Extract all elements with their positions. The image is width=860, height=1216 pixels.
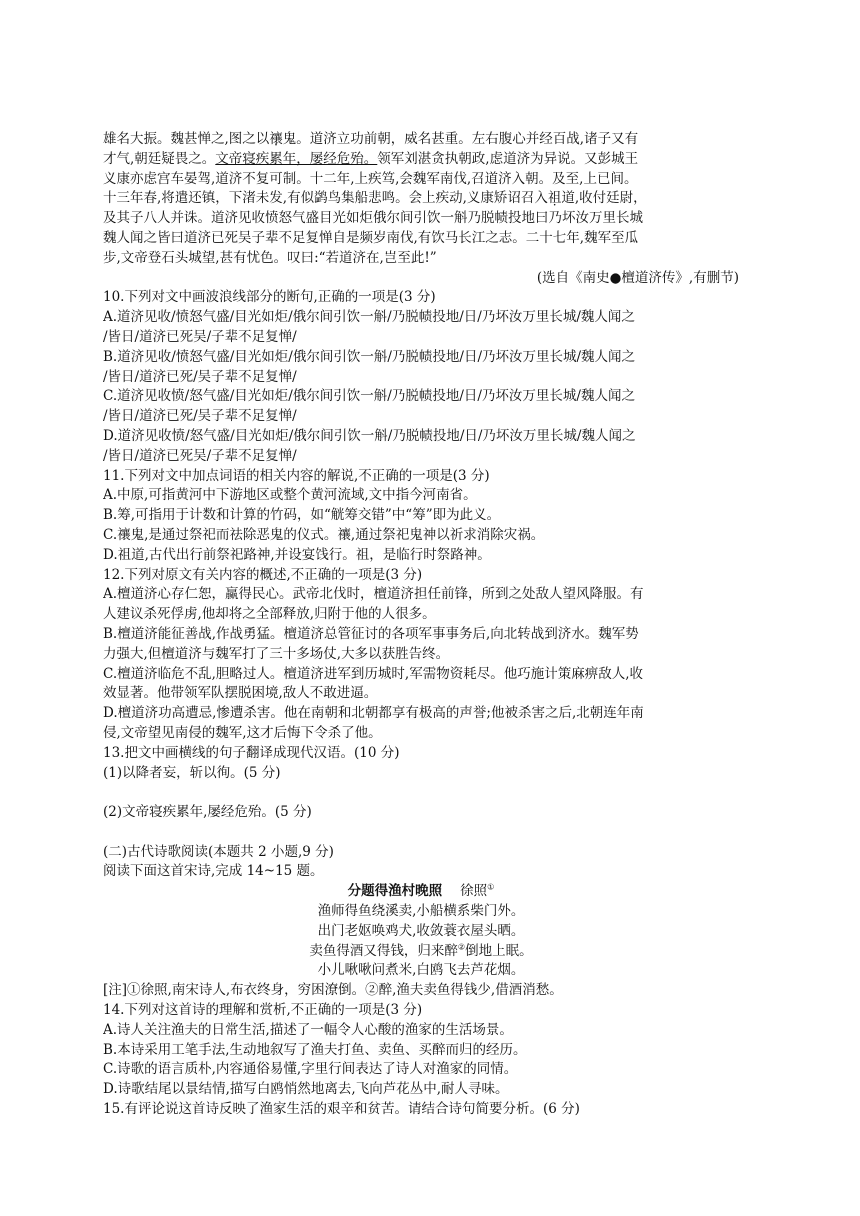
option-a: A.诗人关注渔夫的日常生活,描述了一幅令人心酸的渔家的生活场景。 [103,1021,513,1038]
option-b-cont: 力强大,但檀道济与魏军打了三十多场仗,大多以获胜告终。 [103,645,450,662]
option-b: B.筹,可指用于计数和计算的竹码，如“觥筹交错”中“筹”即为此义。 [103,507,501,524]
option-c-cont: 效显著。他带领军队摆脱困境,敌人不敢进逼。 [103,685,378,702]
option-c: C.檀道济临危不乱,胆略过人。檀道济进军到历城时,军需物资耗尽。他巧施计策麻痹敌人,收 [103,665,644,682]
option-d: D.祖道,古代出行前祭祀路神,并设宴饯行。祖，是临行时祭路神。 [103,546,491,563]
sentence-1: (1)以降者妄，斩以徇。(5 分) [103,764,281,781]
underlined-sentence: 文帝寝疾累年，屡经危殆。 [215,150,378,167]
option-a: A.檀道济心存仁恕，赢得民心。武帝北伐时，檀道济担任前锋，所到之处敌人望风降服。有 [103,586,644,603]
option-d-cont: 侵,文帝望见南侵的魏军,这才后悔下令杀了他。 [103,724,382,741]
option-d: D.檀道济功高遭忌,惨遭杀害。他在南朝和北朝都享有极高的声誉;他被杀害之后,北朝连年南 [103,705,644,722]
passage-line: 魏人闻之皆曰道济已死吴子辈不足复惮自是频岁南伐,有饮马长江之志。二十七年,魏军至瓜 [103,229,639,246]
question-stem: 11.下列对文中加点词语的相关内容的解说,不正确的一项是(3 分) [103,467,490,484]
question-11 [103,467,739,566]
classical-passage [103,130,739,1120]
passage-line: 才气,朝廷疑畏之。文帝寝疾累年，屡经危殆。领军刘湛贪执朝政,虑道济为异说。又彭城王 [103,150,639,167]
passage-line: 步,文帝登石头城望,甚有忧色。叹曰:“若道济在,岂至此!” [103,249,437,266]
question-stem: 13.把文中画横线的句子翻译成现代汉语。(10 分) [103,744,400,761]
sentence-2: (2)文帝寝疾累年,屡经危殆。(5 分) [103,804,312,821]
poem-line: 卖鱼得酒又得钱，归来醉②倒地上眠。 [309,942,533,959]
poem-line: 出门老妪唤鸡犬,收敛蓑衣屋头晒。 [317,922,525,939]
option-a: A.道济见收/愤怒气盛/目光如炬/俄尔间引饮一斛/乃脱帻投地/日/乃坏汝万里长城/魏人闻之 [103,309,635,326]
section-poetry [103,843,739,1001]
passage-line: 及其子八人并诛。道济见收愤怒气盛目光如炬俄尔间引饮一斛乃脱帻投地曰乃坏汝万里长城 [103,210,643,227]
option-b: B.道济见收/愤怒气盛/目光如炬/俄尔间引饮一斛/乃脱帻投地/日/乃坏汝万里长城/魏人闻之 [103,348,636,365]
passage-source: (选自《南史●檀道济传》,有删节) [536,269,739,286]
option-b-cont: /皆日/道济已死/吴子辈不足复惮/ [103,368,297,385]
poem-author: 徐照① [460,882,495,900]
poem-line: 渔师得鱼绕溪卖,小船横系柴门外。 [317,903,525,920]
poem-title: 分题得渔村晚照 [347,883,443,900]
passage-line: 义康亦虑宫车晏驾,道济不复可制。十二年,上疾笃,会魏军南伐,召道济入朝。及至,上已间。 [103,170,638,187]
poem-title-line [103,882,739,902]
poem-line: 小儿啾啾问煮米,白鸥飞去芦花烟。 [317,962,525,979]
option-c: C.禳鬼,是通过祭祀而祛除恶鬼的仪式。禳,通过祭祀鬼神以祈求消除灾祸。 [103,526,545,543]
option-c-cont: /皆日/道济已死/吴子辈不足复惮/ [103,408,297,425]
question-stem: 15.有评论说这首诗反映了渔家生活的艰辛和贫苦。请结合诗句简要分析。(6 分) [103,1101,580,1118]
option-b: B.檀道济能征善战,作战勇猛。檀道济总管征讨的各项军事事务后,向北转战到济水。魏军势 [103,625,639,642]
question-stem: 12.下列对原文有关内容的概述,不正确的一项是(3 分) [103,566,423,583]
answer-space [103,783,739,803]
question-13 [103,744,739,843]
passage-line: 雄名大振。魏甚惮之,图之以禳鬼。道济立功前朝，威名甚重。左右腹心并经百战,诸子又有 [103,131,639,147]
question-stem: 14.下列对这首诗的理解和赏析,不正确的一项是(3 分) [103,1002,423,1019]
option-d-cont: /皆日/道济已死吴/子辈不足复惮/ [103,447,297,464]
answer-space [103,823,739,843]
option-a-cont: 人建议杀死俘虏,他却将之全部释放,归附于他的人很多。 [103,606,436,623]
question-12 [103,566,739,744]
question-10 [103,288,739,466]
question-stem: 10.下列对文中画波浪线部分的断句,正确的一项是(3 分) [103,289,436,306]
question-15 [103,1100,739,1120]
poem-note: [注]①徐照,南宋诗人,布衣终身，穷困潦倒。②醉,渔夫卖鱼得钱少,借酒消愁。 [103,982,563,999]
option-b: B.本诗采用工笔手法,生动地叙写了渔夫打鱼、卖鱼、买醉而归的经历。 [103,1041,527,1058]
question-14 [103,1001,739,1100]
section-heading: (二)古代诗歌阅读(本题共 2 小题,9 分) [103,843,334,860]
option-c: C.诗歌的语言质朴,内容通俗易懂,字里行间表达了诗人对渔家的同情。 [103,1061,518,1078]
option-c: C.道济见收愤/怒气盛/目光如炬/俄尔间引饮一斛/乃脱帻投地/日/乃坏汝万里长城/魏人闻之 [103,388,635,405]
option-d: D.道济见收愤/怒气盛/目光如炬/俄尔间引饮一斛/乃脱帻投地/日/乃坏汝万里长城/魏人闻之 [103,427,636,444]
option-a: A.中原,可指黄河中下游地区或整个黄河流域,文中指今河南省。 [103,487,477,504]
passage-line: 十三年春,将遣还镇，下渚未发,有似鹢鸟集船悲鸣。会上疾动,义康矫诏召入祖道,收付廷尉， [103,190,647,207]
option-a-cont: /皆日/道济已死吴/子辈不足复惮/ [103,328,297,345]
section-intro: 阅读下面这首宋诗,完成 14~15 题。 [103,863,324,880]
option-d: D.诗歌结尾以景结情,描写白鸥悄然地离去,飞向芦花丛中,耐人寻味。 [103,1081,509,1098]
